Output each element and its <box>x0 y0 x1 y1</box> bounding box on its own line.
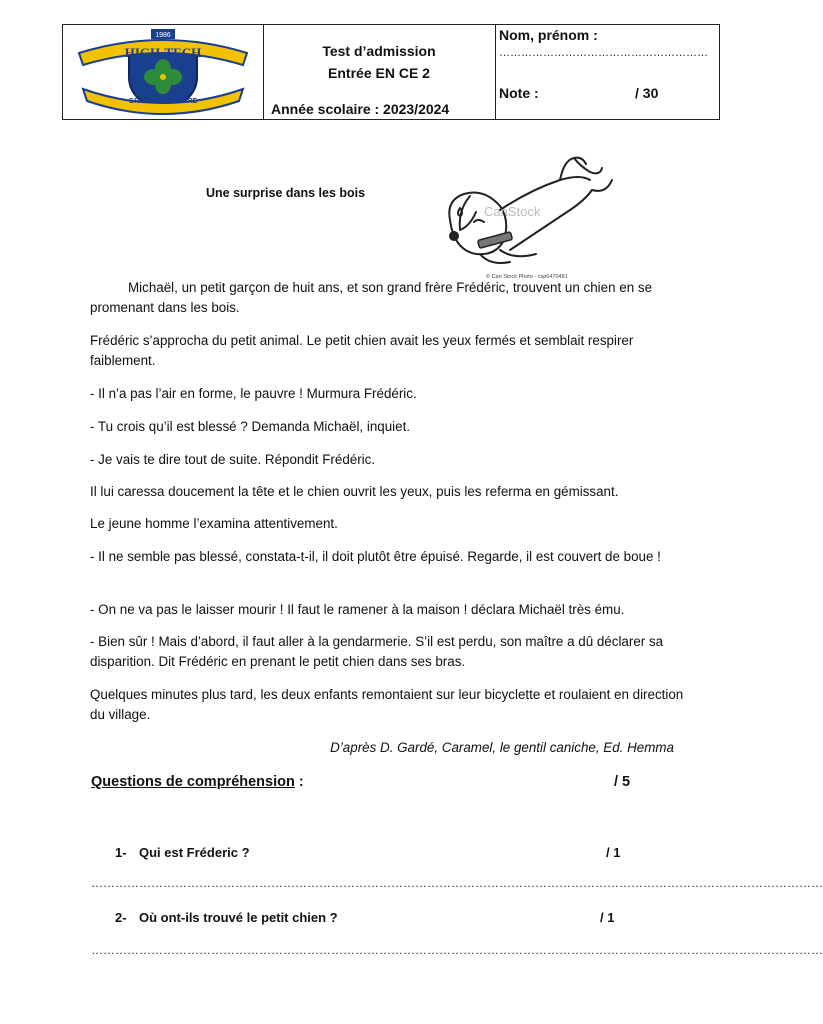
question-text: Où ont-ils trouvé le petit chien ? <box>139 910 338 925</box>
student-cell <box>495 25 719 119</box>
question-text: Qui est Fréderic ? <box>139 845 250 860</box>
story-paragraph: - Il ne semble pas blessé, constata-t-il, il doit plutôt être épuisé. Regarde, il est couvert de boue ! <box>90 549 661 564</box>
name-field[interactable]: ………………………………………………… <box>499 47 708 59</box>
logo-cell <box>63 25 264 119</box>
story-paragraph: Quelques minutes plus tard, les deux enfants remontaient sur leur bicyclette et roulaient en direction du village. <box>90 687 684 722</box>
story-credit: D’après D. Gardé, Caramel, le gentil caniche, Ed. Hemma <box>330 740 674 755</box>
note-label: Note : <box>499 85 539 101</box>
story-paragraph: Frédéric s’approcha du petit animal. Le petit chien avait les yeux fermés et semblait respirer faiblement. <box>90 333 634 368</box>
note-total: / 30 <box>635 85 659 101</box>
image-caption: © Can Stock Photo - csp6470481 <box>486 274 568 280</box>
header-table <box>62 24 720 120</box>
test-title: Test d’admission <box>322 43 436 59</box>
logo-year: 1986 <box>155 32 171 39</box>
story-paragraph: Michaël, un petit garçon de huit ans, et son grand frère Frédéric, trouvent un chien en se promenant dans les bois. <box>90 280 653 315</box>
questions-heading-wrap <box>91 774 304 790</box>
question-points: / 1 <box>600 910 615 925</box>
story-paragraph: - Bien sûr ! Mais d’abord, il faut aller à la gendarmerie. S’il est perdu, son maître a dû déclarer sa disparition. Dit Frédéric en prenant le petit chien dans ses bras. <box>90 634 664 669</box>
test-level: Entrée EN CE 2 <box>328 65 430 81</box>
questions-heading-colon: : <box>294 774 304 790</box>
story-paragraph: - Tu crois qu’il est blessé ? Demanda Michaël, inquiet. <box>90 419 411 434</box>
school-year: Année scolaire : 2023/2024 <box>271 101 450 117</box>
story-paragraph: Il lui caressa doucement la tête et le chien ouvrit les yeux, puis les referma en gémissant. <box>90 484 619 499</box>
questions-heading: Questions de compréhension <box>91 774 295 790</box>
answer-line[interactable]: ………………………………………………………………………………………………………………………………………………………………… <box>91 876 823 890</box>
story-title: Une surprise dans les bois <box>206 186 366 200</box>
question-number: 2- <box>115 910 127 925</box>
story-paragraph: Le jeune homme l’examina attentivement. <box>90 516 338 531</box>
tired-dog-illustration <box>440 150 620 282</box>
story-paragraph: - Il n’a pas l’air en forme, le pauvre ! Murmura Frédéric. <box>90 386 417 401</box>
question-number: 1- <box>115 845 127 860</box>
title-cell <box>263 25 496 119</box>
story-paragraph: - Je vais te dire tout de suite. Répondit Frédéric. <box>90 452 376 467</box>
answer-line[interactable]: ………………………………………………………………………………………………………………………………………………………………… <box>91 943 823 957</box>
story-paragraph: - On ne va pas le laisser mourir ! Il faut le ramener à la maison ! déclara Michaël très ému. <box>90 602 625 617</box>
questions-score: / 5 <box>614 774 631 790</box>
logo-ribbon: GROUPE SCOLAIRE <box>128 98 198 105</box>
image-watermark: CanStock <box>484 204 541 219</box>
logo-name: HIGH-TECH <box>124 45 202 60</box>
question-points: / 1 <box>606 845 621 860</box>
name-label: Nom, prénom : <box>499 27 598 43</box>
school-logo <box>63 25 263 119</box>
